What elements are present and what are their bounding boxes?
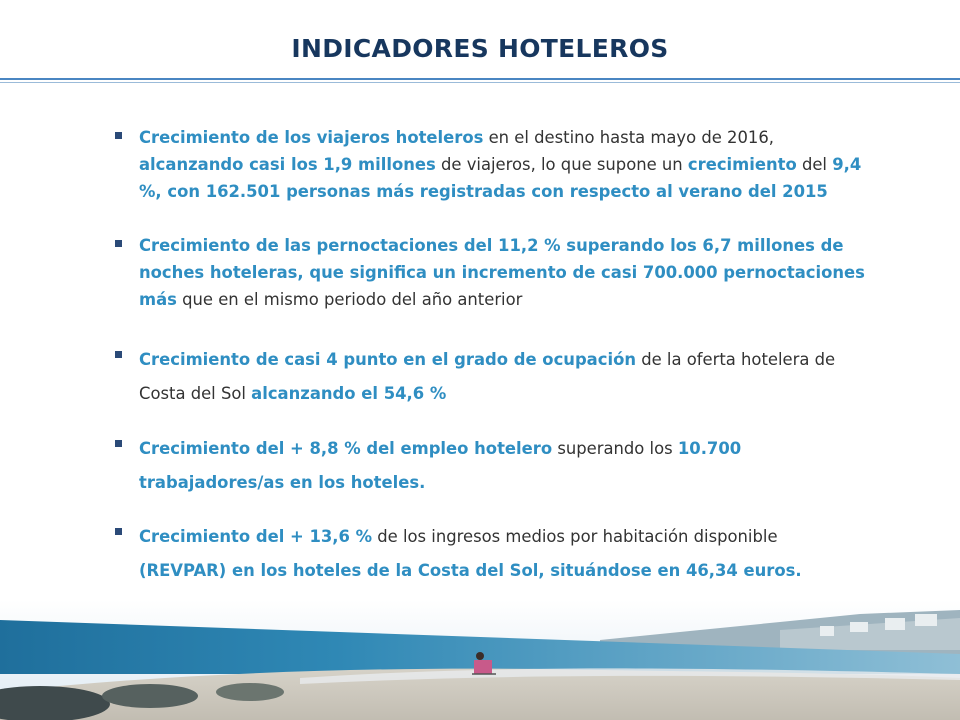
bullet-text <box>139 232 867 313</box>
square-bullet-icon <box>115 440 122 447</box>
highlighted-text: 9,4 %, con 162.501 personas más registradas con respecto al verano del 2015 <box>139 155 862 201</box>
body-text: del <box>796 155 833 174</box>
highlighted-text: alcanzando el 54,6 % <box>251 384 447 403</box>
highlighted-text: Crecimiento de los viajeros hoteleros <box>139 128 484 147</box>
highlighted-text: (REVPAR) en los hoteles de la Costa del Sol, situándose en 46,34 euros. <box>139 561 802 580</box>
bullet-text <box>139 343 867 411</box>
square-bullet-icon <box>115 528 122 535</box>
body-text: de los ingresos medios por habitación disponible <box>372 527 778 546</box>
highlighted-text: Crecimiento del + 8,8 % del empleo hotelero <box>139 439 553 458</box>
highlighted-text: Crecimiento de casi 4 punto en el grado de ocupación <box>139 350 637 369</box>
highlighted-text: 10.700 trabajadores/as en los hoteles. <box>139 439 742 492</box>
bullet-text <box>139 520 867 588</box>
square-bullet-icon <box>115 240 122 247</box>
slide-title: INDICADORES HOTELEROS <box>291 34 669 63</box>
body-text: en el destino hasta mayo de 2016, <box>483 128 774 147</box>
body-text: de viajeros, lo que supone un <box>435 155 688 174</box>
bullet-text <box>139 124 867 205</box>
beach-photo <box>0 600 960 720</box>
highlighted-text: crecimiento <box>687 155 797 174</box>
body-text: de la oferta hotelera de Costa del Sol <box>139 350 836 403</box>
title-divider-secondary <box>0 82 960 83</box>
body-text: superando los <box>552 439 678 458</box>
highlighted-text: alcanzando casi los 1,9 millones <box>139 155 436 174</box>
highlighted-text: Crecimiento del + 13,6 % <box>139 527 373 546</box>
square-bullet-icon <box>115 132 122 139</box>
square-bullet-icon <box>115 351 122 358</box>
highlighted-text: Crecimiento de las pernoctaciones del 11,2 % superando los 6,7 millones de noches hoteleras, que significa un incremento de casi 700.000 pernoctaciones más <box>139 236 865 309</box>
body-text: que en el mismo periodo del año anterior <box>176 290 523 309</box>
bullet-text <box>139 432 867 500</box>
title-divider-primary <box>0 78 960 80</box>
